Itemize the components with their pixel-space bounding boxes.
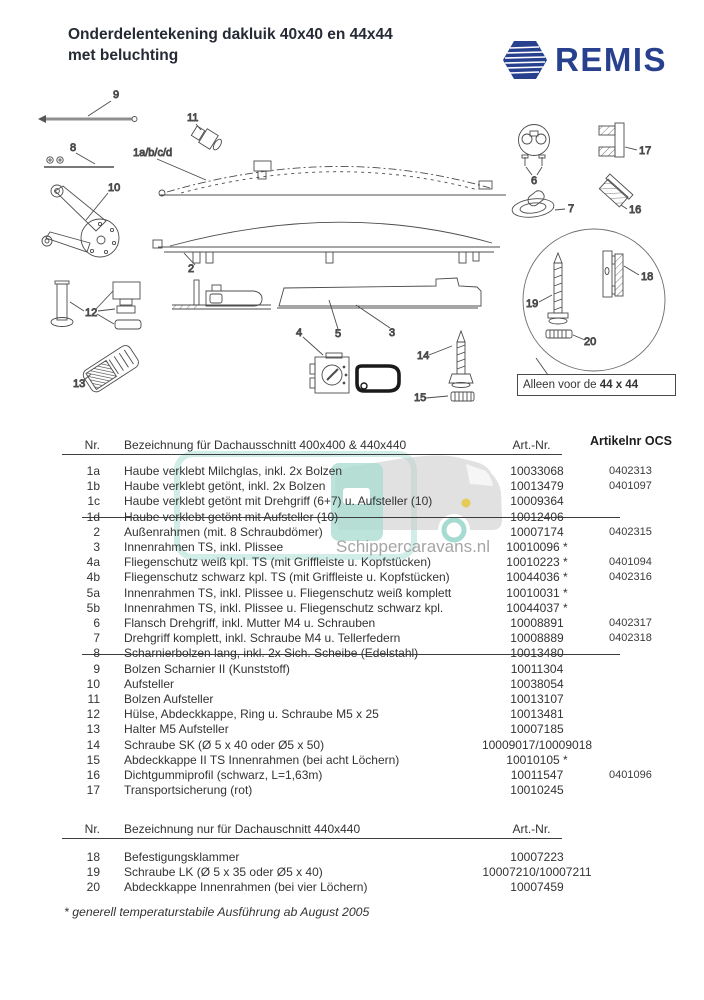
row-ocs-nr <box>607 722 680 737</box>
row-ocs-nr <box>607 662 680 677</box>
parts-table-440x440 <box>62 818 680 896</box>
part-1-haube-dome <box>157 159 506 196</box>
row-nr: 12 <box>86 707 100 722</box>
row-ocs-nr: 0402317 <box>609 617 652 630</box>
table-row <box>62 850 680 865</box>
row-ocs-nr <box>607 692 680 707</box>
note-prefix: Alleen voor de <box>523 379 600 391</box>
row-description: Haube verklebt Milchglas, inkl. 2x Bolzen <box>124 464 343 478</box>
table2-rows <box>62 850 680 896</box>
row-artnr: 10009364 <box>510 494 564 509</box>
row-nr: 2 <box>93 524 100 539</box>
table-row <box>62 738 680 753</box>
row-ocs-nr: 0402318 <box>609 632 652 645</box>
part-16-dichtgummiprofil <box>598 174 633 209</box>
callout-12: 12 <box>85 307 98 319</box>
callout-11: 11 <box>187 112 199 124</box>
page-title-line1: Onderdelentekening dakluik 40x40 en 44x44 <box>68 26 393 43</box>
part-7-drehgriff <box>511 189 565 220</box>
row-nr: 7 <box>93 631 100 646</box>
table-row <box>62 494 680 509</box>
row-artnr: 10013479 <box>510 479 564 494</box>
row-description: Halter M5 Aufsteller <box>124 722 229 737</box>
detail-circle-note <box>517 374 676 396</box>
part-10-lift-arm <box>42 185 119 257</box>
row-nr: 1d <box>86 509 100 524</box>
table-row <box>62 510 680 525</box>
row-nr: 14 <box>86 737 100 752</box>
row-artnr: 10010105 * <box>506 752 568 767</box>
row-nr: 4b <box>86 570 100 585</box>
table-row <box>62 525 680 540</box>
row-nr: 4a <box>86 555 100 570</box>
part-3-5-innenrahmen-profiles <box>172 278 481 329</box>
note-size: 44 x 44 <box>599 379 639 391</box>
row-artnr: 10010096 * <box>506 540 568 555</box>
row-description: Innenrahmen TS, inkl. Plissee <box>124 540 284 555</box>
callout-16: 16 <box>629 204 642 216</box>
page-title-line2: met beluchting <box>68 47 179 64</box>
callout-9: 9 <box>113 89 120 101</box>
row-description: Scharnierbolzen lang, inkl. 2x Sich. Scheibe (Edelstahl) <box>124 646 419 661</box>
row-nr: 17 <box>86 783 100 798</box>
row-artnr: 10013107 <box>510 692 564 707</box>
table-row <box>62 555 680 570</box>
part-9-hinge-pin <box>38 101 137 123</box>
row-description: Abdeckkappe II TS Innenrahmen (bei acht Löchern) <box>124 752 400 767</box>
table-row <box>62 586 680 601</box>
row-nr: 20 <box>86 880 100 895</box>
table-row <box>62 783 680 798</box>
row-artnr: 10007174 <box>510 524 564 539</box>
table-row <box>62 646 680 661</box>
row-nr: 1c <box>87 494 100 509</box>
remis-logo <box>502 40 667 80</box>
table-row <box>62 540 680 555</box>
table-row <box>62 616 680 631</box>
row-artnr: 10010223 * <box>506 555 568 570</box>
callout-17: 17 <box>639 145 652 157</box>
row-artnr: 10007210/10007211 <box>482 865 592 880</box>
part-19-screw <box>539 253 568 324</box>
row-ocs-nr <box>607 494 680 509</box>
part-8-pin-with-washers <box>44 153 114 167</box>
table-row <box>62 768 680 783</box>
detail-circle-44x44 <box>523 229 665 375</box>
callout-2: 2 <box>188 263 195 275</box>
part-14-screw <box>429 331 473 388</box>
row-artnr: 10007185 <box>510 722 564 737</box>
callout-3: 3 <box>389 327 396 339</box>
table2-header <box>62 818 680 836</box>
callout-6: 6 <box>531 175 538 187</box>
row-description: Schraube SK (Ø 5 x 40 oder Ø5 x 50) <box>124 737 325 752</box>
row-artnr: 10038054 <box>510 676 564 691</box>
row-nr: 8 <box>93 646 100 661</box>
row-nr: 11 <box>87 692 100 707</box>
table1-header-bezeichnung: Bezeichnung für Dachausschnitt 400x400 & 440x440 <box>124 438 407 452</box>
table-row <box>62 753 680 768</box>
row-nr: 10 <box>86 676 100 691</box>
parts-table-400x400 <box>62 434 680 798</box>
row-artnr: 10012406 <box>510 509 564 524</box>
row-artnr: 10011547 <box>510 768 564 783</box>
row-nr: 5b <box>86 600 100 615</box>
part-4-flange-and-handle <box>303 337 399 393</box>
row-description: Haube verklebt getönt mit Aufsteller (10) <box>124 509 339 524</box>
callout-10: 10 <box>108 182 121 194</box>
table-row <box>62 631 680 646</box>
row-description: Außenrahmen (mit. 8 Schraubdömer) <box>124 524 323 539</box>
row-artnr: 10007223 <box>510 850 564 864</box>
table1-header <box>62 434 680 452</box>
table-row <box>62 677 680 692</box>
row-description: Haube verklebt getönt, inkl. 2x Bolzen <box>124 479 326 494</box>
table1-rows <box>62 464 680 798</box>
row-artnr: 10010245 <box>510 783 564 798</box>
callout-14: 14 <box>417 350 430 362</box>
callout-15: 15 <box>414 392 427 404</box>
row-description: Befestigungsklammer <box>124 850 240 864</box>
table-row <box>62 865 680 880</box>
row-artnr: 10044036 * <box>506 570 568 585</box>
row-description: Dichtgummiprofil (schwarz, L=1,63m) <box>124 768 323 783</box>
row-ocs-nr <box>607 783 680 798</box>
table-row <box>62 479 680 494</box>
part-12-screw-set <box>51 281 141 329</box>
table-row <box>62 692 680 707</box>
table1-header-nr: Nr. <box>84 438 100 452</box>
row-ocs-nr <box>607 707 680 722</box>
row-description: Drehgriff komplett, inkl. Schraube M4 u. Tellerfedern <box>124 631 401 646</box>
row-ocs-nr <box>607 601 680 616</box>
row-description: Bolzen Scharnier II (Kunststoff) <box>124 661 290 676</box>
row-description: Abdeckkappe Innenrahmen (bei vier Löchern) <box>124 880 368 895</box>
row-ocs-nr: 0402313 <box>609 465 652 477</box>
table1-header-artnr: Art.-Nr. <box>512 438 551 452</box>
row-artnr: 10013480 <box>510 646 564 661</box>
callout-19: 19 <box>526 298 539 310</box>
table2-header-bezeichnung: Bezeichnung nur für Dachauschnitt 440x440 <box>124 822 361 836</box>
footnote: * generell temperaturstabile Ausführung ab August 2005 <box>64 905 370 919</box>
table2-header-nr: Nr. <box>84 822 100 836</box>
row-description: Schraube LK (Ø 5 x 35 oder Ø5 x 40) <box>124 865 323 880</box>
callout-4: 4 <box>296 327 303 339</box>
row-artnr: 10044037 * <box>506 600 568 615</box>
row-description: Flansch Drehgriff, inkl. Mutter M4 u. Schrauben <box>124 616 376 631</box>
callout-8: 8 <box>70 142 77 154</box>
part-13-holder <box>81 343 141 394</box>
row-artnr: 10009017/10009018 <box>481 737 593 752</box>
row-ocs-nr <box>607 677 680 692</box>
table-row <box>62 662 680 677</box>
row-description: Hülse, Abdeckkappe, Ring u. Schraube M5 x 25 <box>124 707 379 722</box>
row-ocs-nr <box>607 738 680 753</box>
table-row <box>62 707 680 722</box>
table1-header-ocs: Artikelnr OCS <box>590 434 672 448</box>
row-nr: 9 <box>93 661 100 676</box>
row-nr: 15 <box>86 752 100 767</box>
row-nr: 1a <box>86 464 100 478</box>
part-11-bolt <box>190 123 224 152</box>
row-ocs-nr <box>607 586 680 601</box>
row-artnr: 10007459 <box>510 880 564 895</box>
remis-hexagon-icon <box>502 40 548 80</box>
remis-logo-text: REMIS <box>555 41 668 78</box>
part-15-cover-cap <box>426 392 474 401</box>
row-ocs-nr: 0401096 <box>609 769 652 782</box>
callout-5: 5 <box>335 328 342 340</box>
row-ocs-nr: 0402315 <box>609 525 652 538</box>
row-artnr: 10033068 <box>510 464 564 478</box>
table-row <box>62 601 680 616</box>
part-18-befestigungsklammer <box>603 251 639 297</box>
row-description: Innenrahmen TS, inkl. Plissee u. Fliegenschutz weiß komplett <box>124 585 452 600</box>
row-ocs-nr <box>607 646 680 661</box>
row-description: Fliegenschutz weiß kpl. TS (mit Griffleiste u. Kopfstücken) <box>124 555 432 570</box>
row-description: Innenrahmen TS, inkl. Plissee u. Fliegenschutz schwarz kpl. <box>124 600 444 615</box>
row-description: Aufsteller <box>124 676 175 691</box>
row-nr: 5a <box>86 585 100 600</box>
callout-13: 13 <box>73 378 86 390</box>
table-row <box>62 880 680 895</box>
callout-20: 20 <box>584 336 597 348</box>
row-description: Fliegenschutz schwarz kpl. TS (mit Griffleiste u. Kopfstücken) <box>124 570 450 585</box>
row-description: Haube verklebt getönt mit Drehgriff (6+7) u. Aufsteller (10) <box>124 494 433 509</box>
part-2-aussenrahmen <box>153 222 500 265</box>
row-artnr: 10011304 <box>510 661 564 676</box>
row-nr: 16 <box>86 768 100 783</box>
row-description: Bolzen Aufsteller <box>124 692 214 707</box>
row-nr: 13 <box>86 722 100 737</box>
row-artnr: 10010031 * <box>506 585 568 600</box>
part-6-flansch-drehgriff <box>519 125 550 176</box>
row-nr: 18 <box>86 850 100 864</box>
row-artnr: 10008891 <box>510 616 564 631</box>
table2-header-artnr: Art.-Nr. <box>512 822 551 836</box>
callout-1abcd: 1a/b/c/d <box>133 147 173 159</box>
row-ocs-nr <box>607 510 680 525</box>
row-ocs-nr <box>607 753 680 768</box>
callout-7: 7 <box>568 203 575 215</box>
page-title <box>68 24 393 66</box>
watermark-text: Schippercaravans.nl <box>336 537 491 556</box>
table-row <box>62 464 680 479</box>
row-nr: 6 <box>93 616 100 631</box>
part-17-transportsicherung <box>599 123 637 157</box>
row-nr: 19 <box>86 865 100 880</box>
row-ocs-nr: 0401097 <box>609 480 652 493</box>
row-artnr: 10013481 <box>510 707 564 722</box>
row-nr: 3 <box>93 540 100 555</box>
row-nr: 1b <box>86 479 100 494</box>
table-row <box>62 722 680 737</box>
row-ocs-nr: 0401094 <box>609 556 652 569</box>
row-description: Transportsicherung (rot) <box>124 783 253 798</box>
callout-18: 18 <box>641 271 654 283</box>
row-ocs-nr <box>607 540 680 555</box>
row-artnr: 10008889 <box>510 631 564 646</box>
table-row <box>62 570 680 585</box>
row-ocs-nr: 0402316 <box>609 571 652 584</box>
part-20-abdeckkappe <box>546 330 585 340</box>
